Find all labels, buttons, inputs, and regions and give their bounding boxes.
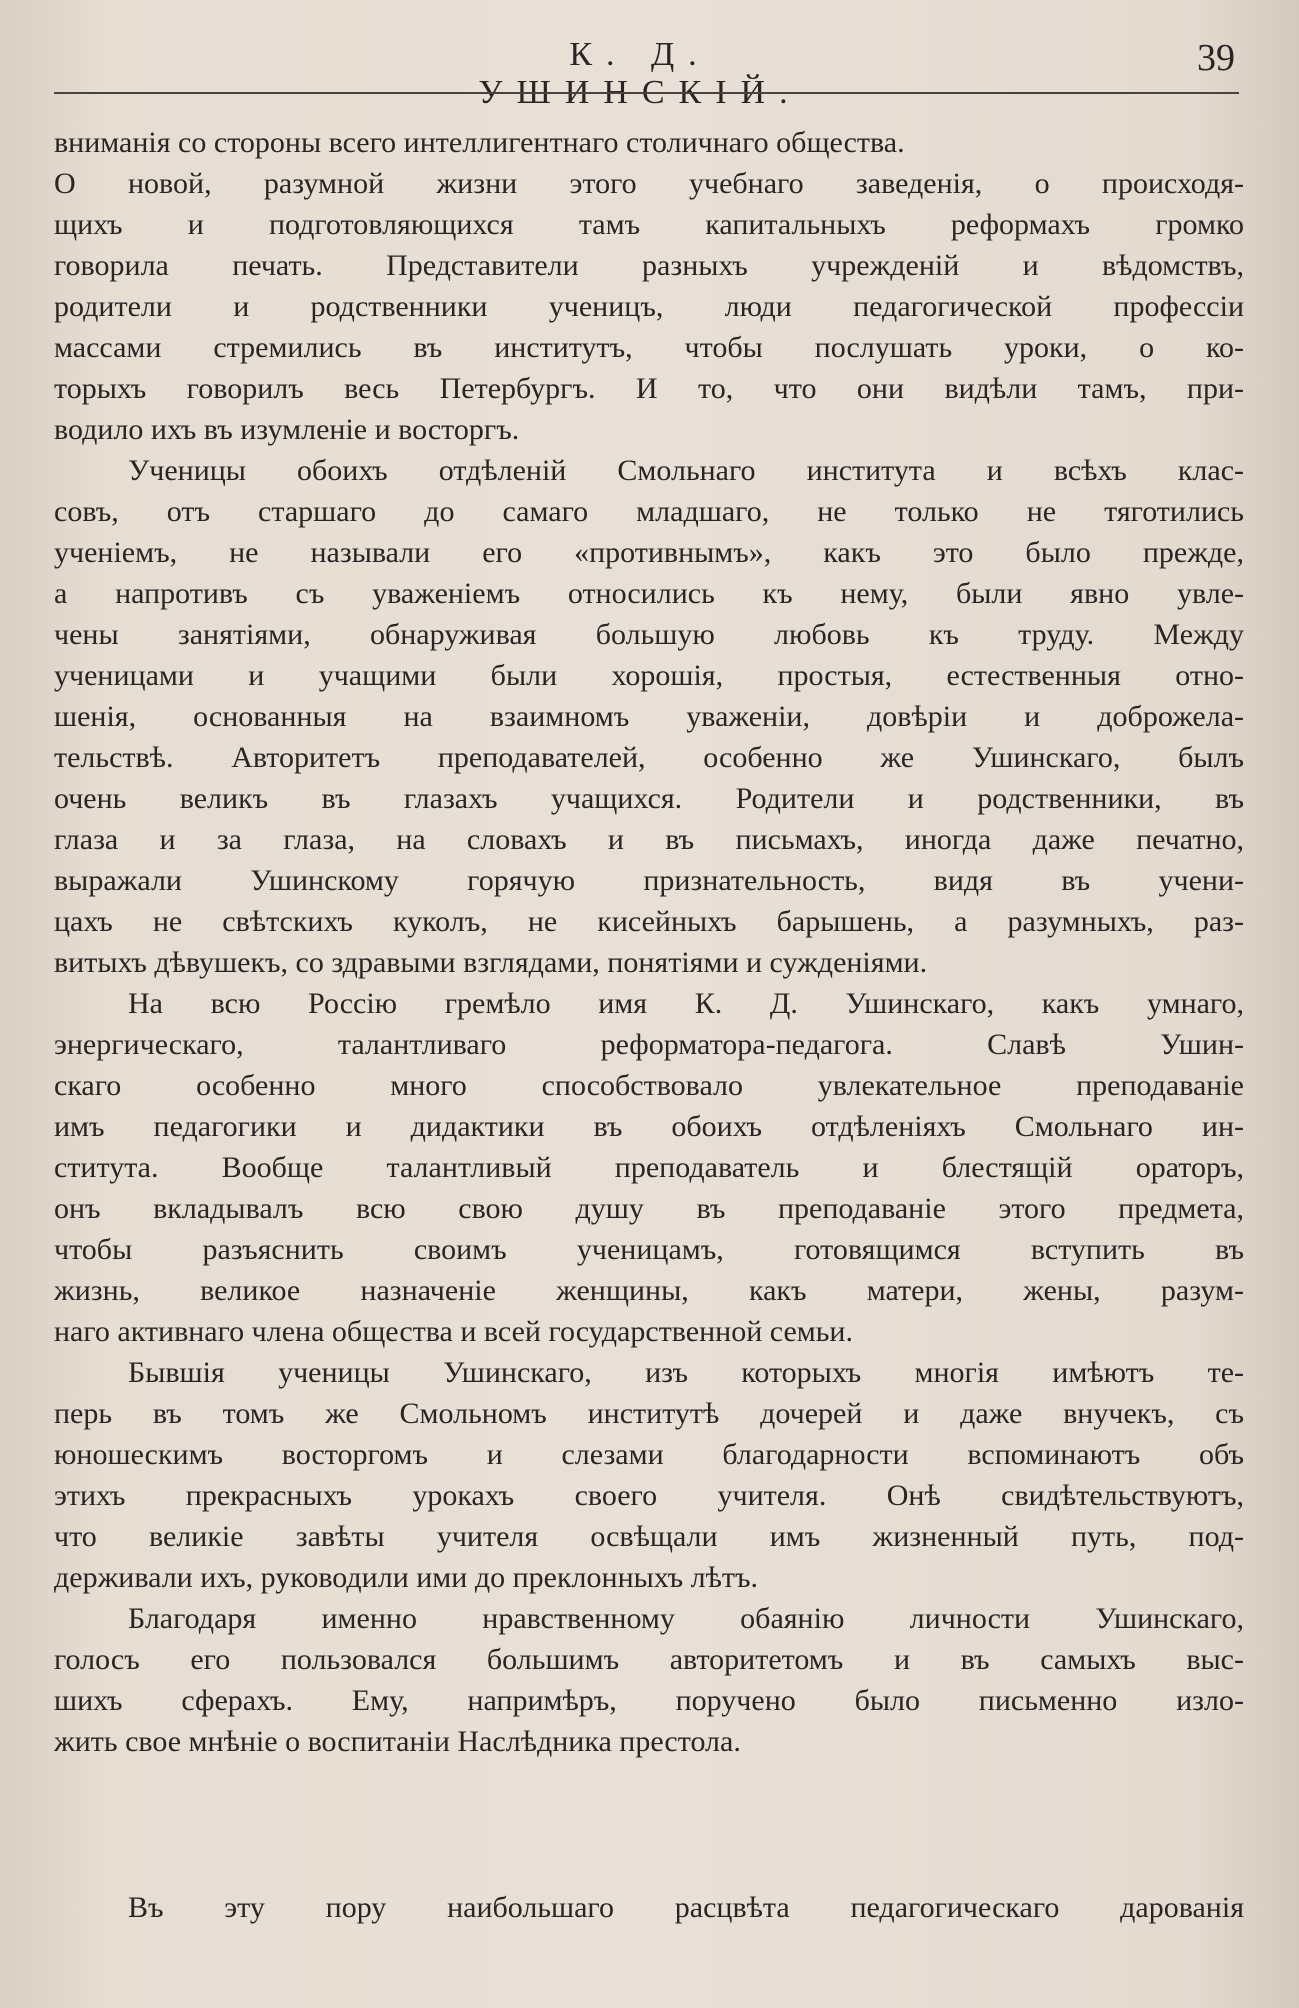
body-line: совъ, отъ старшаго до самаго младшаго, не только не тяготились: [54, 495, 1244, 528]
body-line: чтобы разъяснить своимъ ученицамъ, готовящимся вступить въ: [54, 1233, 1244, 1266]
body-line: жить свое мнѣніе о воспитаніи Наслѣдника престола.: [54, 1725, 741, 1758]
body-line: скаго особенно много способствовало увлекательное преподаваніе: [54, 1069, 1244, 1102]
running-head: К. Д. УШИНСКІЙ.: [478, 36, 802, 111]
body-line: выражали Ушинскому горячую признательность, видя въ учени-: [54, 864, 1244, 897]
body-line: чены занятіями, обнаруживая большую любовь къ труду. Между: [54, 618, 1244, 651]
body-line: голосъ его пользовался большимъ авторитетомъ и въ самыхъ выс-: [54, 1643, 1244, 1676]
body-line: имъ педагогики и дидактики въ обоихъ отдѣленіяхъ Смольнаго ин-: [54, 1110, 1244, 1143]
body-line: ститута. Вообще талантливый преподаватель и блестящій ораторъ,: [54, 1151, 1244, 1184]
body-line: жизнь, великое назначеніе женщины, какъ матери, жены, разум-: [54, 1274, 1244, 1307]
body-line: а напротивъ съ уваженіемъ относились къ нему, были явно увле-: [54, 577, 1244, 610]
body-line: что великіе завѣты учителя освѣщали имъ жизненный путь, под-: [54, 1520, 1244, 1553]
body-line: глаза и за глаза, на словахъ и въ письмахъ, иногда даже печатно,: [54, 823, 1244, 856]
body-line: шенія, основанныя на взаимномъ уваженіи, довѣріи и доброжела-: [54, 700, 1244, 733]
body-line: тельствѣ. Авторитетъ преподавателей, особенно же Ушинскаго, былъ: [54, 741, 1244, 774]
body-line: наго активнаго члена общества и всей государственной семьи.: [54, 1315, 853, 1348]
body-line: Благодаря именно нравственному обаянію личности Ушинскаго,: [128, 1602, 1244, 1635]
body-line: шихъ сферахъ. Ему, напримѣръ, поручено было письменно изло-: [54, 1684, 1244, 1717]
body-line: Бывшія ученицы Ушинскаго, изъ которыхъ многія имѣютъ те-: [128, 1356, 1244, 1389]
body-line: держивали ихъ, руководили ими до преклонныхъ лѣтъ.: [54, 1561, 759, 1594]
body-line: На всю Россію гремѣло имя К. Д. Ушинскаго, какъ умнаго,: [128, 987, 1244, 1020]
body-line: говорила печать. Представители разныхъ учрежденій и вѣдомствъ,: [54, 249, 1244, 282]
header-rule: [54, 92, 1239, 94]
body-line: О новой, разумной жизни этого учебнаго заведенія, о происходя-: [54, 167, 1244, 200]
body-line: Ученицы обоихъ отдѣленій Смольнаго института и всѣхъ клас-: [128, 454, 1244, 487]
body-line: юношескимъ восторгомъ и слезами благодарности вспоминаютъ объ: [54, 1438, 1244, 1471]
body-line: перь въ томъ же Смольномъ институтѣ дочерей и даже внучекъ, съ: [54, 1397, 1244, 1430]
body-line: онъ вкладывалъ всю свою душу въ преподаваніе этого предмета,: [54, 1192, 1244, 1225]
page-number: 39: [1197, 37, 1235, 79]
body-line-final: Въ эту пору наибольшаго расцвѣта педагогическаго дарованія: [128, 1891, 1244, 1924]
body-line: водило ихъ въ изумленіе и восторгъ.: [54, 413, 520, 446]
body-line: вниманія со стороны всего интеллигентнаго столичнаго общества.: [54, 126, 905, 159]
body-text: [54, 122, 1244, 1762]
body-line: ученицами и учащими были хорошія, простыя, естественныя отно-: [54, 659, 1244, 692]
body-line: массами стремились въ институтъ, чтобы послушать уроки, о ко-: [54, 331, 1244, 364]
body-line: щихъ и подготовляющихся тамъ капитальныхъ реформахъ громко: [54, 208, 1244, 241]
body-line: родители и родственники ученицъ, люди педагогической профессіи: [54, 290, 1244, 323]
body-line: торыхъ говорилъ весь Петербургъ. И то, что они видѣли тамъ, при-: [54, 372, 1244, 405]
body-line: энергическаго, талантливаго реформатора-педагога. Славѣ Ушин-: [54, 1028, 1244, 1061]
body-line: этихъ прекрасныхъ урокахъ своего учителя. Онѣ свидѣтельствуютъ,: [54, 1479, 1244, 1512]
body-line: ученіемъ, не называли его «противнымъ», какъ это было прежде,: [54, 536, 1244, 569]
body-line: очень великъ въ глазахъ учащихся. Родители и родственники, въ: [54, 782, 1244, 815]
body-line: витыхъ дѣвушекъ, со здравыми взглядами, понятіями и сужденіями.: [54, 946, 928, 979]
page-header: [0, 36, 1299, 111]
body-line: цахъ не свѣтскихъ куколъ, не кисейныхъ барышень, а разумныхъ, раз-: [54, 905, 1244, 938]
